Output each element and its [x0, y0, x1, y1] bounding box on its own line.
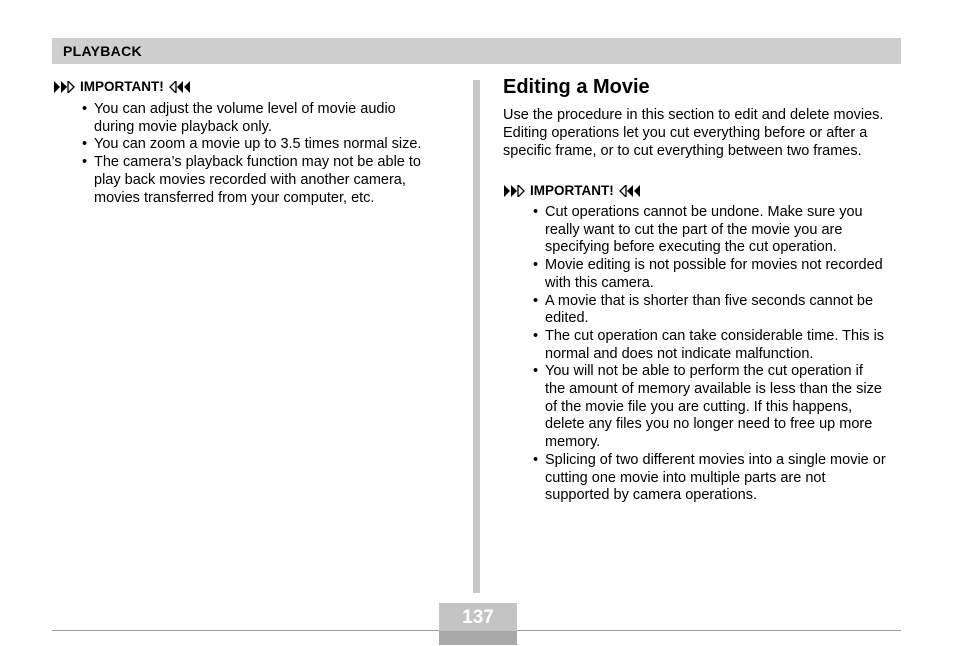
important-label-left: IMPORTANT!	[80, 79, 164, 94]
bullet-marker: •	[533, 204, 539, 220]
important-arrows-right-icon	[53, 81, 75, 93]
bullet-marker: •	[533, 327, 539, 344]
column-divider	[473, 80, 480, 593]
bullet-marker: •	[533, 292, 539, 309]
bullet-marker: •	[533, 451, 539, 468]
important-label-right: IMPORTANT!	[530, 183, 614, 198]
list-item: • The camera’s playback function may not be able to play back movies recorded with another camera, movies transferred from your computer, etc.	[82, 154, 421, 206]
page-number-box-shade	[439, 631, 517, 645]
list-item: • You can zoom a movie up to 3.5 times normal size.	[82, 136, 422, 153]
bullet-marker: •	[82, 154, 88, 171]
list-item: • Movie editing is not possible for movies not recorded with this camera.	[533, 257, 883, 291]
list-item: • Cut operations cannot be undone. Make sure you really want to cut the part of the movie you are specifying before executing the cut operation.	[533, 204, 863, 256]
important-heading-left	[53, 79, 191, 94]
intro-paragraph: Use the procedure in this section to edit and delete movies. Editing operations let you cut everything before or after a specific frame, or to cut everything between two frames.	[503, 107, 884, 159]
bullet-marker: •	[533, 257, 539, 274]
important-arrows-left-icon	[619, 185, 641, 197]
page-number-box	[439, 603, 517, 645]
section-title-playback: PLAYBACK	[63, 43, 142, 59]
section-header-bar	[52, 38, 901, 64]
important-arrows-right-icon	[503, 185, 525, 197]
important-list-right	[533, 204, 908, 505]
page-title: Editing a Movie	[503, 76, 650, 98]
bullet-marker: •	[533, 363, 539, 380]
important-list-left	[82, 101, 462, 207]
list-item: • You can adjust the volume level of movie audio during movie playback only.	[82, 101, 396, 135]
list-item: • You will not be able to perform the cut operation if the amount of memory available is less than the size of the movie file you are cutting. If this happens, delete any files you no longer need to free up more memory.	[533, 363, 882, 451]
list-item: • Splicing of two different movies into a single movie or cutting one movie into multiple parts are not supported by camera operations.	[533, 451, 886, 504]
important-arrows-left-icon	[169, 81, 191, 93]
list-item: • The cut operation can take considerable time. This is normal and does not indicate malfunction.	[533, 327, 885, 362]
important-heading-right	[503, 183, 641, 198]
page-number: 137	[462, 607, 494, 628]
bullet-marker: •	[82, 101, 88, 117]
list-item: • A movie that is shorter than five seconds cannot be edited.	[533, 292, 874, 327]
bullet-marker: •	[82, 136, 88, 153]
